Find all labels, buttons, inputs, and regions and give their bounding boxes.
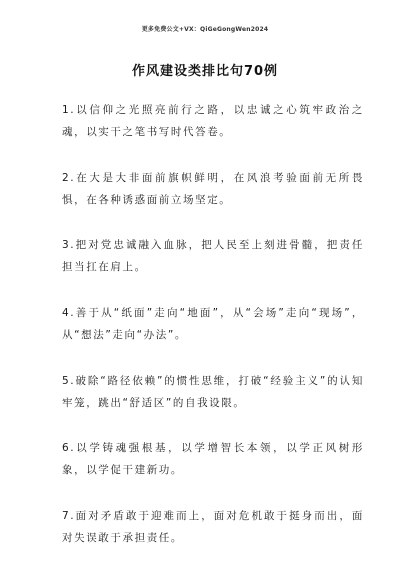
sentence-list bbox=[62, 99, 364, 573]
list-item: 2.在大是大非面前旗帜鲜明，在风浪考验面前无所畏惧，在各种诱惑面前立场坚定。 bbox=[62, 171, 364, 206]
list-item: 4.善于从“纸面”走向“地面”，从“会场”走向“现场”，从“想法”走向“办法”。 bbox=[62, 307, 364, 342]
list-item: 1.以信仰之光照亮前行之路，以忠诚之心筑牢政治之魂，以实干之笔书写时代答卷。 bbox=[62, 104, 364, 138]
list-item: 3.把对党忠诚融入血脉，把人民至上刻进骨髓，把责任担当扛在肩上。 bbox=[62, 239, 364, 274]
promo-banner: 更多免费公文+VX：QiGeGongWen2024 bbox=[141, 26, 269, 33]
list-item: 6.以学铸魂强根基，以学增智长本领，以学正风树形象，以学促干建新功。 bbox=[62, 442, 364, 477]
list-item: 5.破除“路径依赖”的惯性思维，打破“经验主义”的认知牢笼，跳出“舒适区”的自我设限。 bbox=[62, 374, 364, 409]
list-item: 7.面对矛盾敢于迎难而上，面对危机敢于挺身而出，面对失误敢于承担责任。 bbox=[62, 510, 364, 545]
document-title: 作风建设类排比句70例 bbox=[131, 64, 279, 79]
